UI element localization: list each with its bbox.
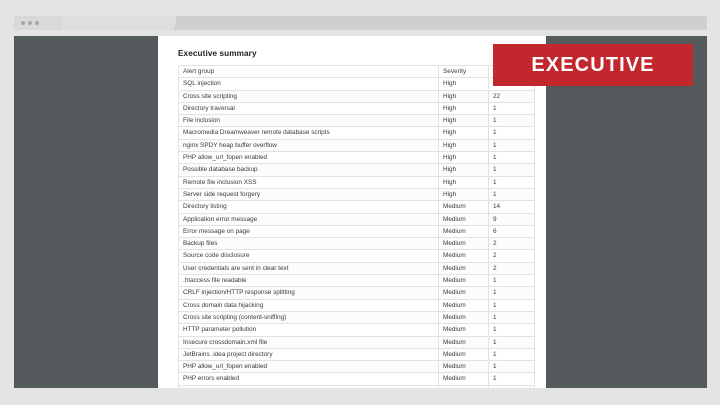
cell-count: 1 [489,115,535,127]
cell-count: 1 [489,102,535,114]
table-row[interactable] [179,348,535,360]
cell-severity: Medium [439,348,489,360]
report-page [158,36,546,388]
cell-alert-group: PHP errors enabled [179,373,439,385]
cell-count: 1 [489,127,535,139]
cell-severity: Medium [439,336,489,348]
cell-alert-group: PHP allow_url_fopen enabled [179,361,439,373]
slide-footer [0,388,720,405]
cell-count: 1 [489,176,535,188]
cell-count: 1 [489,299,535,311]
page-title: Executive summary [178,49,257,58]
cell-severity: Medium [439,225,489,237]
table-row[interactable] [179,188,535,200]
table-row[interactable] [179,139,535,151]
executive-banner-label: EXECUTIVE [531,53,655,76]
table-row[interactable] [179,361,535,373]
cell-count: 2 [489,238,535,250]
table-row[interactable] [179,324,535,336]
cell-severity: High [439,152,489,164]
cell-severity: Medium [439,373,489,385]
cell-alert-group: PHP allow_url_fopen enabled [179,152,439,164]
table-row[interactable] [179,164,535,176]
maximize-icon[interactable] [35,21,39,25]
cell-severity: High [439,139,489,151]
cell-count: 1 [489,287,535,299]
cell-alert-group: Directory traversal [179,102,439,114]
cell-severity: High [439,102,489,114]
cell-alert-group: File inclusion [179,115,439,127]
table-header [179,66,535,78]
table-row[interactable] [179,250,535,262]
cell-alert-group: Error message on page [179,225,439,237]
window-controls[interactable] [14,16,62,30]
cell-alert-group: CRLF injection/HTTP response splitting [179,287,439,299]
table-body [179,78,535,398]
cell-alert-group: Directory listing [179,201,439,213]
table-row[interactable] [179,102,535,114]
table-row[interactable] [179,78,535,90]
cell-count: 1 [489,361,535,373]
table-row[interactable] [179,262,535,274]
cell-alert-group: Cross site scripting [179,90,439,102]
cell-alert-group: Application error message [179,213,439,225]
executive-summary-table [178,65,535,398]
cell-count: 2 [489,262,535,274]
cell-alert-group: nginx SPDY heap buffer overflow [179,139,439,151]
table-row[interactable] [179,299,535,311]
table-row[interactable] [179,90,535,102]
cell-count: 1 [489,348,535,360]
cell-severity: Medium [439,213,489,225]
cell-count: 14 [489,201,535,213]
table-row[interactable] [179,287,535,299]
cell-severity: High [439,188,489,200]
table-row[interactable] [179,225,535,237]
table-row[interactable] [179,201,535,213]
cell-count: 1 [489,311,535,323]
cell-severity: High [439,127,489,139]
cell-severity: Medium [439,287,489,299]
table-row[interactable] [179,238,535,250]
cell-count: 2 [489,250,535,262]
cell-count: 9 [489,213,535,225]
cell-severity: Medium [439,201,489,213]
cell-severity: High [439,176,489,188]
table-row[interactable] [179,373,535,385]
cell-count: 1 [489,188,535,200]
cell-count: 1 [489,275,535,287]
table-row[interactable] [179,213,535,225]
minimize-icon[interactable] [28,21,32,25]
cell-alert-group: Macromedia Dreamweaver remote database scripts [179,127,439,139]
cell-severity: Medium [439,262,489,274]
cell-alert-group: User credentials are sent in clear text [179,262,439,274]
cell-count: 1 [489,336,535,348]
cell-count: 1 [489,373,535,385]
cell-count: 1 [489,324,535,336]
table-row[interactable] [179,115,535,127]
cell-severity: High [439,164,489,176]
browser-chrome [14,8,707,36]
cell-count: 22 [489,90,535,102]
cell-severity: Medium [439,324,489,336]
cell-alert-group: Cross domain data hijacking [179,299,439,311]
cell-severity: Medium [439,275,489,287]
cell-alert-group: Backup files [179,238,439,250]
cell-severity: High [439,90,489,102]
table-header-row [179,66,535,78]
report-content [178,48,534,398]
cell-count: 1 [489,139,535,151]
cell-alert-group: Server side request forgery [179,188,439,200]
column-header-alert-group[interactable]: Alert group [179,66,439,78]
cell-severity: Medium [439,238,489,250]
table-row[interactable] [179,336,535,348]
executive-banner [493,44,693,86]
cell-severity: Medium [439,250,489,262]
cell-alert-group: HTTP parameter pollution [179,324,439,336]
cell-count: 1 [489,164,535,176]
cell-severity: High [439,115,489,127]
cell-alert-group: SQL injection [179,78,439,90]
cell-severity: Medium [439,299,489,311]
cell-alert-group: .htaccess file readable [179,275,439,287]
cell-severity: Medium [439,361,489,373]
browser-viewport [14,36,707,388]
cell-severity: Medium [439,311,489,323]
cell-alert-group: Possible database backup [179,164,439,176]
cell-alert-group: Source code disclosure [179,250,439,262]
table-row[interactable] [179,152,535,164]
close-icon[interactable] [21,21,25,25]
cell-alert-group: Cross site scripting (content-sniffing) [179,311,439,323]
cell-count: 1 [489,152,535,164]
cell-severity: High [439,78,489,90]
browser-tab-body[interactable] [62,16,162,30]
cell-alert-group: JetBrains .idea project directory [179,348,439,360]
table-row[interactable] [179,176,535,188]
table-row[interactable] [179,275,535,287]
cell-count: 6 [489,225,535,237]
column-header-severity[interactable]: Severity [439,66,489,78]
table-row[interactable] [179,127,535,139]
table-row[interactable] [179,311,535,323]
cell-alert-group: Insecure crossdomain.xml file [179,336,439,348]
cell-alert-group: Remote file inclusion XSS [179,176,439,188]
